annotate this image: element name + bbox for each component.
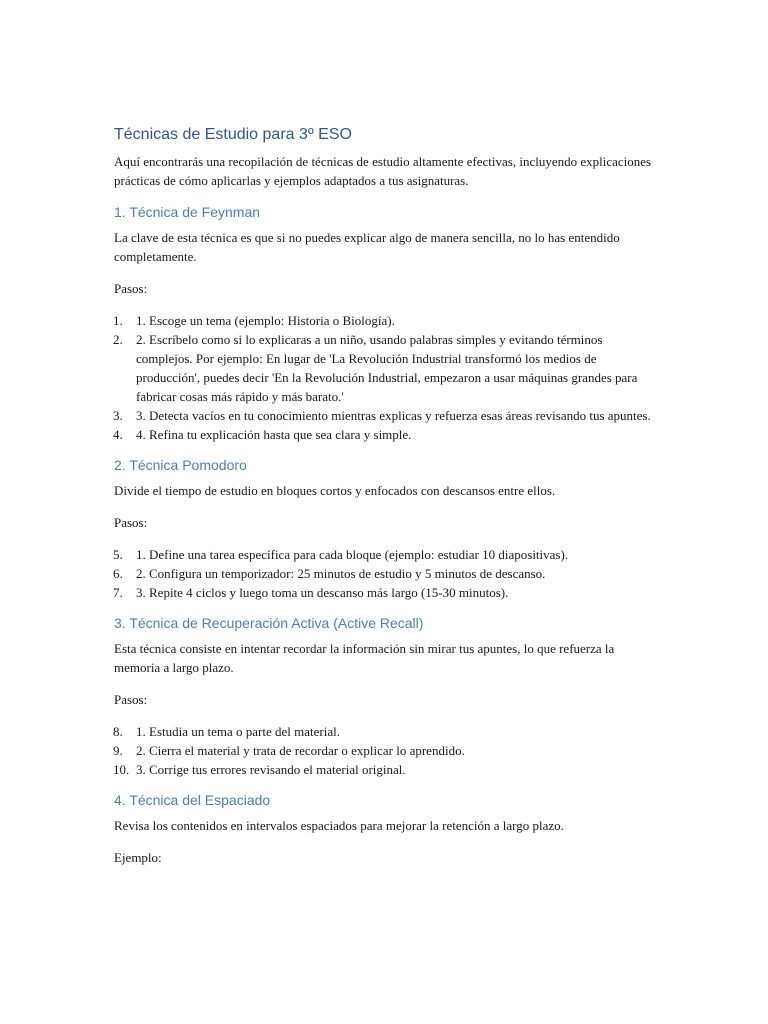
list-text: 3. Repite 4 ciclos y luego toma un descanso más largo (15-30 minutos).	[136, 585, 509, 600]
steps-list	[114, 722, 654, 779]
section-title: 3. Técnica de Recuperación Activa (Active Recall)	[114, 615, 424, 631]
steps-label: Pasos:	[114, 281, 148, 296]
document-title: Técnicas de Estudio para 3º ESO	[114, 126, 352, 143]
section-title: 1. Técnica de Feynman	[114, 204, 261, 220]
section-title: 4. Técnica del Espaciado	[114, 792, 271, 808]
list-text: 2. Configura un temporizador: 25 minutos de estudio y 5 minutos de descanso.	[136, 566, 546, 581]
list-item	[114, 425, 654, 444]
list-number: 1.	[113, 313, 123, 328]
list-number: 8.	[113, 724, 123, 739]
example-label: Ejemplo:	[114, 850, 162, 865]
list-number: 3.	[113, 408, 123, 423]
list-number: 6.	[113, 566, 123, 581]
list-item	[114, 330, 654, 406]
list-item	[114, 741, 654, 760]
section-feynman	[114, 202, 654, 444]
section-description: Esta técnica consiste en intentar recordar la información sin mirar tus apuntes, lo que refuerza la memoria a largo plazo.	[114, 641, 615, 675]
list-item	[114, 406, 654, 425]
steps-label: Pasos:	[114, 515, 148, 530]
section-pomodoro	[114, 455, 654, 602]
list-item	[114, 760, 654, 779]
list-item	[114, 583, 654, 602]
list-text: 3. Detecta vacíos en tu conocimiento mientras explicas y refuerza esas áreas revisando tus apuntes.	[136, 408, 651, 423]
list-text: 2. Escríbelo como si lo explicaras a un niño, usando palabras simples y evitando términos complejos. Por ejemplo: En lugar de 'La Revolución Industrial transformó los medios de producción', puedes decir 'En la Revolución Industrial, empezaron a usar máquinas grandes para fabricar cosas más rápido y más barato.'	[136, 332, 638, 404]
steps-list	[114, 311, 654, 444]
list-text: 1. Estudia un tema o parte del material.	[136, 724, 340, 739]
list-number: 10.	[113, 762, 130, 777]
list-number: 2.	[113, 332, 123, 347]
list-number: 4.	[113, 427, 123, 442]
list-item	[114, 311, 654, 330]
list-number: 7.	[113, 585, 123, 600]
document-content	[114, 124, 654, 880]
list-item	[114, 564, 654, 583]
list-item	[114, 722, 654, 741]
list-text: 4. Refina tu explicación hasta que sea clara y simple.	[136, 427, 412, 442]
section-description: Revisa los contenidos en intervalos espaciados para mejorar la retención a largo plazo.	[114, 818, 564, 833]
list-text: 1. Escoge un tema (ejemplo: Historia o Biología).	[136, 313, 395, 328]
steps-label: Pasos:	[114, 692, 148, 707]
list-text: 3. Corrige tus errores revisando el material original.	[136, 762, 406, 777]
list-item	[114, 545, 654, 564]
section-title: 2. Técnica Pomodoro	[114, 457, 247, 473]
section-spaced-repetition	[114, 790, 654, 867]
list-number: 5.	[113, 547, 123, 562]
section-description: Divide el tiempo de estudio en bloques cortos y enfocados con descansos entre ellos.	[114, 483, 556, 498]
section-active-recall	[114, 613, 654, 779]
intro-paragraph: Aquí encontrarás una recopilación de técnicas de estudio altamente efectivas, incluyendo explicaciones prácticas de cómo aplicarlas y ejemplos adaptados a tus asignaturas.	[114, 154, 652, 188]
section-description: La clave de esta técnica es que si no puedes explicar algo de manera sencilla, no lo has entendido completamente.	[114, 230, 620, 264]
list-text: 2. Cierra el material y trata de recordar o explicar lo aprendido.	[136, 743, 465, 758]
list-text: 1. Define una tarea específica para cada bloque (ejemplo: estudiar 10 diapositivas).	[136, 547, 569, 562]
list-number: 9.	[113, 743, 123, 758]
steps-list	[114, 545, 654, 602]
